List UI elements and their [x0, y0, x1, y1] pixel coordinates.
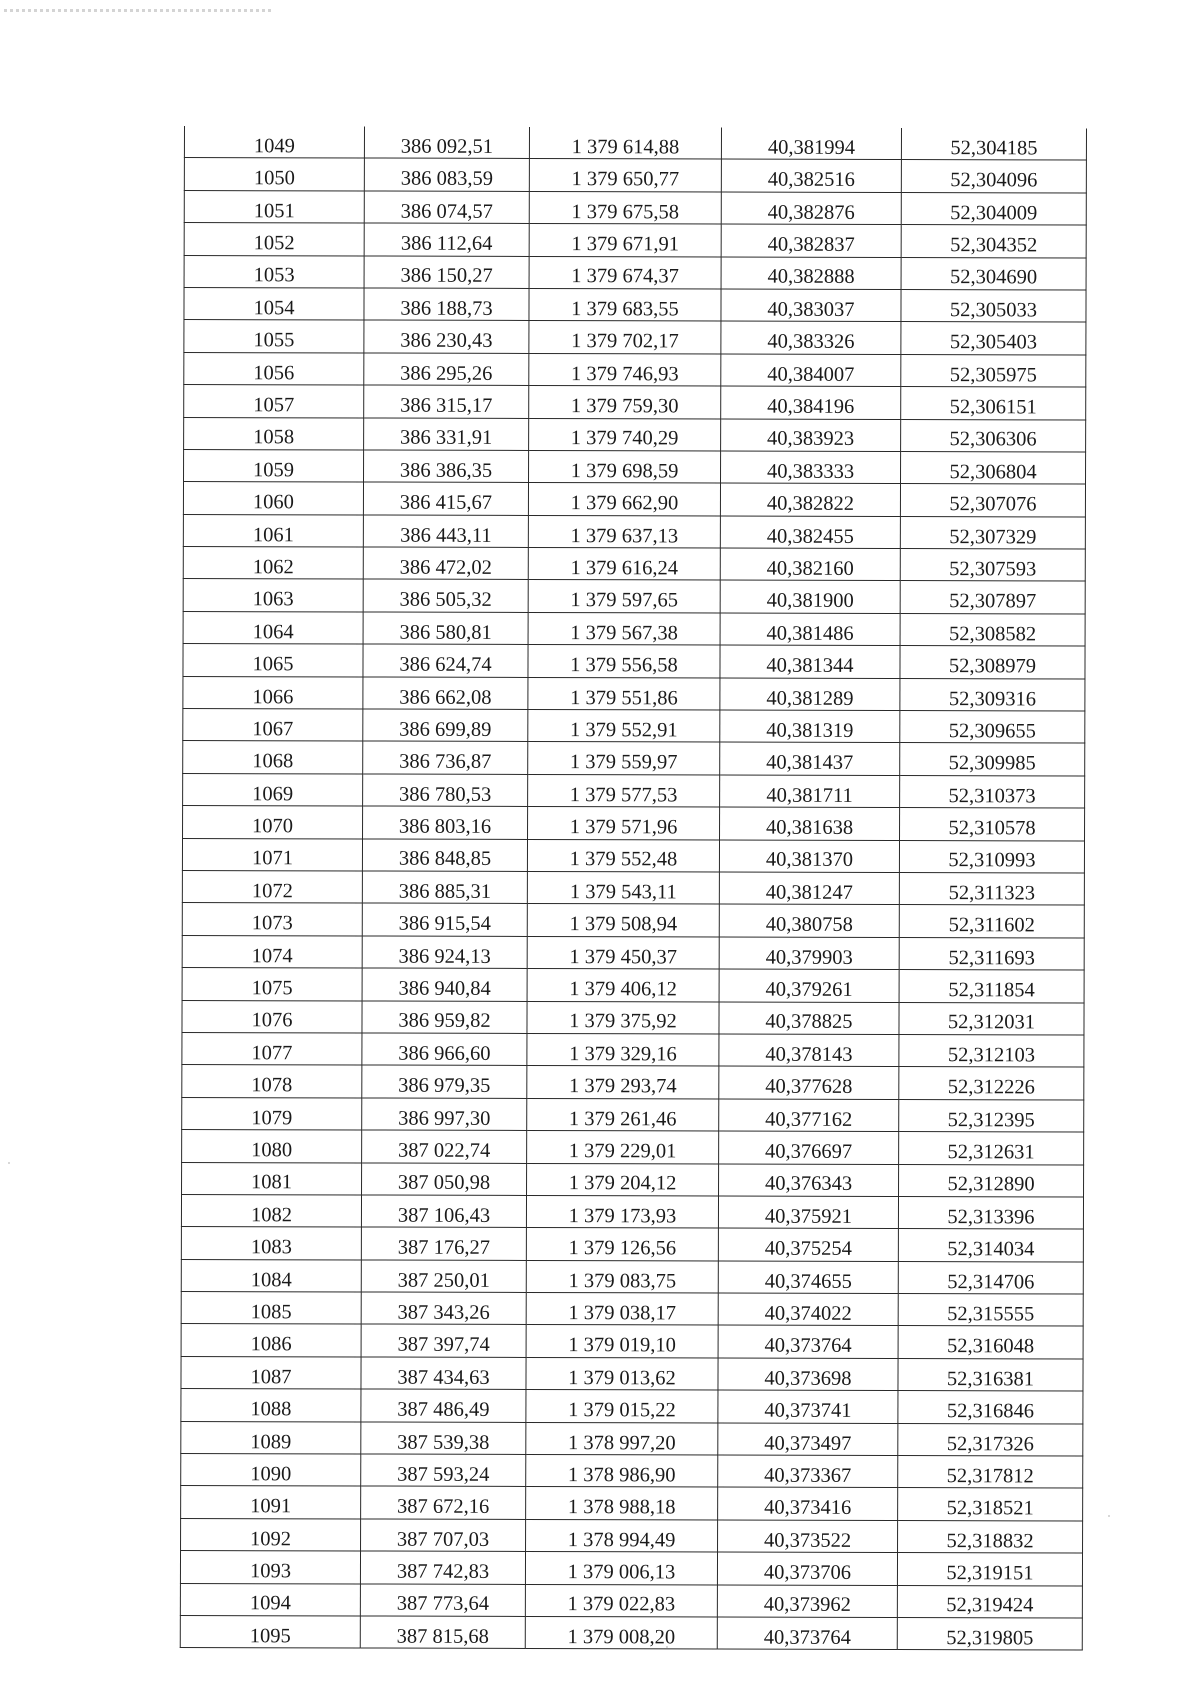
point-number-cell: 1056: [184, 352, 364, 385]
x-coordinate-cell: 387 707,03: [361, 1519, 526, 1552]
latitude-cell: 40,373764: [718, 1325, 898, 1358]
point-number-cell: 1059: [184, 449, 364, 482]
latitude-cell: 40,384196: [721, 386, 901, 419]
y-coordinate-cell: 1 379 698,59: [529, 450, 721, 483]
point-number-cell: 1050: [184, 158, 364, 191]
y-coordinate-cell: 1 379 022,83: [525, 1584, 717, 1617]
x-coordinate-cell: 386 415,67: [363, 482, 528, 515]
point-number-cell: 1060: [183, 482, 363, 515]
point-number-cell: 1094: [180, 1583, 360, 1616]
table-row: [183, 611, 1085, 646]
table-row: [181, 1486, 1083, 1521]
point-number-cell: 1091: [181, 1486, 361, 1519]
latitude-cell: 40,373367: [718, 1455, 898, 1488]
y-coordinate-cell: 1 379 229,01: [527, 1131, 719, 1164]
longitude-cell: 52,307897: [900, 581, 1085, 614]
longitude-cell: 52,316846: [898, 1391, 1083, 1424]
longitude-cell: 52,305403: [901, 322, 1086, 355]
point-number-cell: 1057: [184, 385, 364, 418]
x-coordinate-cell: 387 434,63: [361, 1357, 526, 1390]
point-number-cell: 1081: [182, 1162, 362, 1195]
latitude-cell: 40,382516: [721, 159, 901, 192]
latitude-cell: 40,381289: [720, 678, 900, 711]
table-row: [182, 935, 1084, 970]
x-coordinate-cell: 387 815,68: [360, 1616, 525, 1649]
y-coordinate-cell: 1 379 126,56: [526, 1228, 718, 1261]
longitude-cell: 52,312631: [899, 1132, 1084, 1165]
latitude-cell: 40,376343: [719, 1163, 899, 1196]
x-coordinate-cell: 387 050,98: [362, 1163, 527, 1196]
table-row: [181, 1389, 1083, 1424]
y-coordinate-cell: 1 379 552,48: [527, 839, 719, 872]
latitude-cell: 40,373522: [718, 1520, 898, 1553]
longitude-cell: 52,310993: [899, 840, 1084, 873]
y-coordinate-cell: 1 379 577,53: [528, 774, 720, 807]
y-coordinate-cell: 1 379 759,30: [529, 386, 721, 419]
longitude-cell: 52,314706: [898, 1261, 1083, 1294]
y-coordinate-cell: 1 379 543,11: [527, 871, 719, 904]
point-number-cell: 1090: [181, 1454, 361, 1487]
y-coordinate-cell: 1 379 674,37: [529, 256, 721, 289]
x-coordinate-cell: 386 848,85: [362, 839, 527, 872]
table-row: [182, 1130, 1084, 1165]
longitude-cell: 52,319424: [897, 1585, 1082, 1618]
latitude-cell: 40,379903: [719, 937, 899, 970]
point-number-cell: 1064: [183, 611, 363, 644]
y-coordinate-cell: 1 379 508,94: [527, 904, 719, 937]
latitude-cell: 40,382837: [721, 224, 901, 257]
x-coordinate-cell: 386 924,13: [362, 936, 527, 969]
longitude-cell: 52,311602: [899, 905, 1084, 938]
table-row: [182, 968, 1084, 1003]
longitude-cell: 52,318832: [898, 1520, 1083, 1553]
table-row: [184, 126, 1086, 160]
latitude-cell: 40,381437: [720, 742, 900, 775]
point-number-cell: 1065: [183, 644, 363, 677]
x-coordinate-cell: 386 188,73: [364, 288, 529, 321]
y-coordinate-cell: 1 379 019,10: [526, 1325, 718, 1358]
point-number-cell: 1071: [182, 838, 362, 871]
point-number-cell: 1084: [181, 1259, 361, 1292]
point-number-cell: 1061: [183, 514, 363, 547]
longitude-cell: 52,306306: [901, 419, 1086, 452]
x-coordinate-cell: 386 112,64: [364, 223, 529, 256]
x-coordinate-cell: 386 472,02: [363, 547, 528, 580]
point-number-cell: 1078: [182, 1065, 362, 1098]
point-number-cell: 1092: [181, 1518, 361, 1551]
point-number-cell: 1063: [183, 579, 363, 612]
longitude-cell: 52,315555: [898, 1294, 1083, 1327]
table-row: [184, 320, 1086, 355]
y-coordinate-cell: 1 379 650,77: [529, 159, 721, 192]
longitude-cell: 52,309316: [900, 678, 1085, 711]
scan-speck: [1108, 1515, 1110, 1517]
latitude-cell: 40,383037: [721, 289, 901, 322]
longitude-cell: 52,319151: [897, 1553, 1082, 1586]
latitude-cell: 40,382876: [721, 192, 901, 225]
x-coordinate-cell: 387 593,24: [361, 1454, 526, 1487]
x-coordinate-cell: 387 022,74: [362, 1130, 527, 1163]
x-coordinate-cell: 386 315,17: [364, 385, 529, 418]
table-row: [182, 1032, 1084, 1067]
latitude-cell: 40,375254: [718, 1228, 898, 1261]
point-number-cell: 1079: [182, 1097, 362, 1130]
x-coordinate-cell: 387 773,64: [360, 1584, 525, 1617]
table-row: [181, 1292, 1083, 1327]
point-number-cell: 1075: [182, 968, 362, 1001]
latitude-cell: 40,381486: [720, 613, 900, 646]
x-coordinate-cell: 387 672,16: [361, 1486, 526, 1519]
x-coordinate-cell: 386 505,32: [363, 579, 528, 612]
x-coordinate-cell: 386 092,51: [364, 127, 529, 159]
table-row: [182, 1000, 1084, 1035]
y-coordinate-cell: 1 379 013,62: [526, 1357, 718, 1390]
y-coordinate-cell: 1 379 559,97: [528, 742, 720, 775]
x-coordinate-cell: 386 699,89: [363, 709, 528, 742]
table-row: [183, 676, 1085, 711]
longitude-cell: 52,312890: [899, 1164, 1084, 1197]
latitude-cell: 40,383333: [721, 451, 901, 484]
x-coordinate-cell: 387 343,26: [361, 1292, 526, 1325]
longitude-cell: 52,307593: [900, 549, 1085, 582]
point-number-cell: 1087: [181, 1356, 361, 1389]
table-row: [183, 482, 1085, 517]
point-number-cell: 1085: [181, 1292, 361, 1325]
x-coordinate-cell: 386 150,27: [364, 256, 529, 289]
y-coordinate-cell: 1 379 614,88: [529, 127, 721, 159]
point-number-cell: 1066: [183, 676, 363, 709]
y-coordinate-cell: 1 379 406,12: [527, 969, 719, 1002]
x-coordinate-cell: 386 803,16: [363, 806, 528, 839]
latitude-cell: 40,378143: [719, 1034, 899, 1067]
latitude-cell: 40,382160: [720, 548, 900, 581]
y-coordinate-cell: 1 379 683,55: [529, 288, 721, 321]
table-row: [181, 1356, 1083, 1391]
latitude-cell: 40,381370: [719, 840, 899, 873]
table-row: [184, 255, 1086, 290]
longitude-cell: 52,306151: [901, 387, 1086, 420]
table-row: [182, 870, 1084, 905]
point-number-cell: 1089: [181, 1421, 361, 1454]
point-number-cell: 1068: [183, 741, 363, 774]
longitude-cell: 52,304185: [901, 128, 1086, 160]
table-row: [184, 417, 1086, 452]
y-coordinate-cell: 1 379 746,93: [529, 353, 721, 386]
y-coordinate-cell: 1 379 571,96: [528, 807, 720, 840]
point-number-cell: 1088: [181, 1389, 361, 1422]
latitude-cell: 40,380758: [719, 904, 899, 937]
table-row: [182, 1162, 1084, 1197]
longitude-cell: 52,312031: [899, 1002, 1084, 1035]
y-coordinate-cell: 1 379 597,65: [528, 580, 720, 613]
x-coordinate-cell: 386 940,84: [362, 968, 527, 1001]
y-coordinate-cell: 1 379 293,74: [527, 1066, 719, 1099]
longitude-cell: 52,308979: [900, 646, 1085, 679]
longitude-cell: 52,309985: [900, 743, 1085, 776]
table-row: [181, 1421, 1083, 1456]
coordinates-table-body: [180, 126, 1086, 1650]
x-coordinate-cell: 387 539,38: [361, 1422, 526, 1455]
y-coordinate-cell: 1 379 567,38: [528, 612, 720, 645]
x-coordinate-cell: 386 885,31: [362, 871, 527, 904]
y-coordinate-cell: 1 379 671,91: [529, 224, 721, 257]
table-row: [183, 709, 1085, 744]
point-number-cell: 1055: [184, 320, 364, 353]
latitude-cell: 40,379261: [719, 969, 899, 1002]
longitude-cell: 52,316381: [898, 1358, 1083, 1391]
point-number-cell: 1062: [183, 547, 363, 580]
x-coordinate-cell: 386 295,26: [364, 353, 529, 386]
longitude-cell: 52,310578: [900, 808, 1085, 841]
point-number-cell: 1049: [184, 126, 364, 158]
latitude-cell: 40,381344: [720, 645, 900, 678]
longitude-cell: 52,319805: [897, 1617, 1082, 1650]
y-coordinate-cell: 1 379 015,22: [526, 1390, 718, 1423]
latitude-cell: 40,381638: [720, 807, 900, 840]
point-number-cell: 1074: [182, 935, 362, 968]
y-coordinate-cell: 1 378 997,20: [526, 1422, 718, 1455]
x-coordinate-cell: 386 624,74: [363, 644, 528, 677]
table-row: [184, 190, 1086, 225]
table-row: [184, 158, 1086, 193]
scan-artifact: [4, 9, 274, 12]
table-row: [182, 903, 1084, 938]
longitude-cell: 52,306804: [901, 451, 1086, 484]
table-row: [181, 1194, 1083, 1229]
x-coordinate-cell: 386 331,91: [364, 418, 529, 451]
x-coordinate-cell: 386 979,35: [362, 1065, 527, 1098]
table-row: [181, 1454, 1083, 1489]
longitude-cell: 52,312103: [899, 1034, 1084, 1067]
point-number-cell: 1053: [184, 255, 364, 288]
longitude-cell: 52,309655: [900, 711, 1085, 744]
table-row: [183, 741, 1085, 776]
longitude-cell: 52,311323: [899, 872, 1084, 905]
longitude-cell: 52,314034: [898, 1229, 1083, 1262]
longitude-cell: 52,305975: [901, 354, 1086, 387]
x-coordinate-cell: 387 486,49: [361, 1389, 526, 1422]
x-coordinate-cell: 386 959,82: [362, 1001, 527, 1034]
table-row: [184, 287, 1086, 322]
latitude-cell: 40,382822: [720, 483, 900, 516]
table-row: [184, 449, 1086, 484]
x-coordinate-cell: 386 966,60: [362, 1033, 527, 1066]
table-row: [181, 1324, 1083, 1359]
latitude-cell: 40,376697: [719, 1131, 899, 1164]
point-number-cell: 1069: [183, 773, 363, 806]
longitude-cell: 52,317812: [898, 1456, 1083, 1489]
table-row: [182, 838, 1084, 873]
scan-speck: [8, 1162, 10, 1164]
x-coordinate-cell: 386 736,87: [363, 741, 528, 774]
latitude-cell: 40,373962: [717, 1585, 897, 1618]
x-coordinate-cell: 386 915,54: [362, 903, 527, 936]
latitude-cell: 40,377162: [719, 1099, 899, 1132]
latitude-cell: 40,373416: [718, 1487, 898, 1520]
longitude-cell: 52,317326: [898, 1423, 1083, 1456]
table-row: [181, 1518, 1083, 1553]
latitude-cell: 40,381994: [721, 128, 901, 160]
latitude-cell: 40,373741: [718, 1390, 898, 1423]
point-number-cell: 1082: [181, 1194, 361, 1227]
latitude-cell: 40,382455: [720, 516, 900, 549]
y-coordinate-cell: 1 379 329,16: [527, 1033, 719, 1066]
latitude-cell: 40,378825: [719, 1002, 899, 1035]
longitude-cell: 52,313396: [898, 1196, 1083, 1229]
latitude-cell: 40,377628: [719, 1066, 899, 1099]
longitude-cell: 52,304096: [901, 160, 1086, 193]
y-coordinate-cell: 1 379 083,75: [526, 1260, 718, 1293]
y-coordinate-cell: 1 379 204,12: [527, 1163, 719, 1196]
latitude-cell: 40,383923: [721, 419, 901, 452]
table-row: [184, 223, 1086, 258]
longitude-cell: 52,312226: [899, 1067, 1084, 1100]
point-number-cell: 1052: [184, 223, 364, 256]
longitude-cell: 52,304690: [901, 257, 1086, 290]
x-coordinate-cell: 386 443,11: [363, 515, 528, 548]
latitude-cell: 40,375921: [718, 1196, 898, 1229]
x-coordinate-cell: 386 780,53: [363, 774, 528, 807]
point-number-cell: 1073: [182, 903, 362, 936]
x-coordinate-cell: 386 997,30: [362, 1098, 527, 1131]
y-coordinate-cell: 1 379 006,13: [525, 1552, 717, 1585]
y-coordinate-cell: 1 379 552,91: [528, 709, 720, 742]
table-row: [180, 1615, 1082, 1650]
longitude-cell: 52,310373: [900, 775, 1085, 808]
point-number-cell: 1054: [184, 287, 364, 320]
latitude-cell: 40,373706: [717, 1552, 897, 1585]
point-number-cell: 1070: [183, 806, 363, 839]
longitude-cell: 52,308582: [900, 613, 1085, 646]
point-number-cell: 1076: [182, 1000, 362, 1033]
y-coordinate-cell: 1 379 662,90: [528, 483, 720, 516]
x-coordinate-cell: 386 386,35: [364, 450, 529, 483]
longitude-cell: 52,318521: [898, 1488, 1083, 1521]
y-coordinate-cell: 1 379 556,58: [528, 645, 720, 678]
latitude-cell: 40,384007: [721, 354, 901, 387]
latitude-cell: 40,381900: [720, 580, 900, 613]
longitude-cell: 52,311854: [899, 970, 1084, 1003]
table-row: [180, 1583, 1082, 1618]
x-coordinate-cell: 386 662,08: [363, 677, 528, 710]
latitude-cell: 40,374022: [718, 1293, 898, 1326]
table-row: [183, 644, 1085, 679]
y-coordinate-cell: 1 379 375,92: [527, 1001, 719, 1034]
table-row: [183, 579, 1085, 614]
longitude-cell: 52,312395: [899, 1099, 1084, 1132]
y-coordinate-cell: 1 379 740,29: [529, 418, 721, 451]
point-number-cell: 1086: [181, 1324, 361, 1357]
latitude-cell: 40,373497: [718, 1423, 898, 1456]
y-coordinate-cell: 1 379 702,17: [529, 321, 721, 354]
point-number-cell: 1095: [180, 1615, 360, 1648]
latitude-cell: 40,381319: [720, 710, 900, 743]
longitude-cell: 52,304009: [901, 192, 1086, 225]
y-coordinate-cell: 1 379 450,37: [527, 936, 719, 969]
y-coordinate-cell: 1 379 261,46: [527, 1098, 719, 1131]
latitude-cell: 40,382888: [721, 257, 901, 290]
point-number-cell: 1077: [182, 1032, 362, 1065]
x-coordinate-cell: 386 083,59: [364, 158, 529, 191]
y-coordinate-cell: 1 379 008,20: [525, 1616, 717, 1649]
table-row: [184, 385, 1086, 420]
point-number-cell: 1067: [183, 709, 363, 742]
point-number-cell: 1080: [182, 1130, 362, 1163]
x-coordinate-cell: 387 250,01: [361, 1260, 526, 1293]
x-coordinate-cell: 386 580,81: [363, 612, 528, 645]
table-row: [180, 1551, 1082, 1586]
x-coordinate-cell: 387 176,27: [361, 1227, 526, 1260]
x-coordinate-cell: 387 106,43: [361, 1195, 526, 1228]
table-row: [183, 806, 1085, 841]
coordinates-table: [180, 126, 1087, 1651]
y-coordinate-cell: 1 379 551,86: [528, 677, 720, 710]
point-number-cell: 1051: [184, 190, 364, 223]
longitude-cell: 52,307329: [900, 516, 1085, 549]
latitude-cell: 40,383326: [721, 321, 901, 354]
longitude-cell: 52,307076: [900, 484, 1085, 517]
table-row: [181, 1227, 1083, 1262]
longitude-cell: 52,316048: [898, 1326, 1083, 1359]
y-coordinate-cell: 1 379 616,24: [528, 548, 720, 581]
longitude-cell: 52,311693: [899, 937, 1084, 970]
latitude-cell: 40,381247: [719, 872, 899, 905]
table-row: [183, 547, 1085, 582]
latitude-cell: 40,374655: [718, 1261, 898, 1294]
point-number-cell: 1083: [181, 1227, 361, 1260]
y-coordinate-cell: 1 378 986,90: [526, 1454, 718, 1487]
x-coordinate-cell: 387 397,74: [361, 1324, 526, 1357]
table-row: [183, 773, 1085, 808]
table-row: [182, 1065, 1084, 1100]
point-number-cell: 1058: [184, 417, 364, 450]
x-coordinate-cell: 386 074,57: [364, 191, 529, 224]
point-number-cell: 1093: [180, 1551, 360, 1584]
x-coordinate-cell: 387 742,83: [360, 1551, 525, 1584]
y-coordinate-cell: 1 379 675,58: [529, 191, 721, 224]
y-coordinate-cell: 1 378 988,18: [526, 1487, 718, 1520]
table-row: [182, 1097, 1084, 1132]
longitude-cell: 52,304352: [901, 225, 1086, 258]
point-number-cell: 1072: [182, 870, 362, 903]
table-row: [183, 514, 1085, 549]
y-coordinate-cell: 1 379 637,13: [528, 515, 720, 548]
y-coordinate-cell: 1 379 038,17: [526, 1293, 718, 1326]
y-coordinate-cell: 1 379 173,93: [526, 1195, 718, 1228]
y-coordinate-cell: 1 378 994,49: [526, 1519, 718, 1552]
latitude-cell: 40,381711: [720, 775, 900, 808]
table-row: [181, 1259, 1083, 1294]
table-row: [184, 352, 1086, 387]
x-coordinate-cell: 386 230,43: [364, 320, 529, 353]
latitude-cell: 40,373764: [717, 1617, 897, 1650]
latitude-cell: 40,373698: [718, 1358, 898, 1391]
longitude-cell: 52,305033: [901, 289, 1086, 322]
